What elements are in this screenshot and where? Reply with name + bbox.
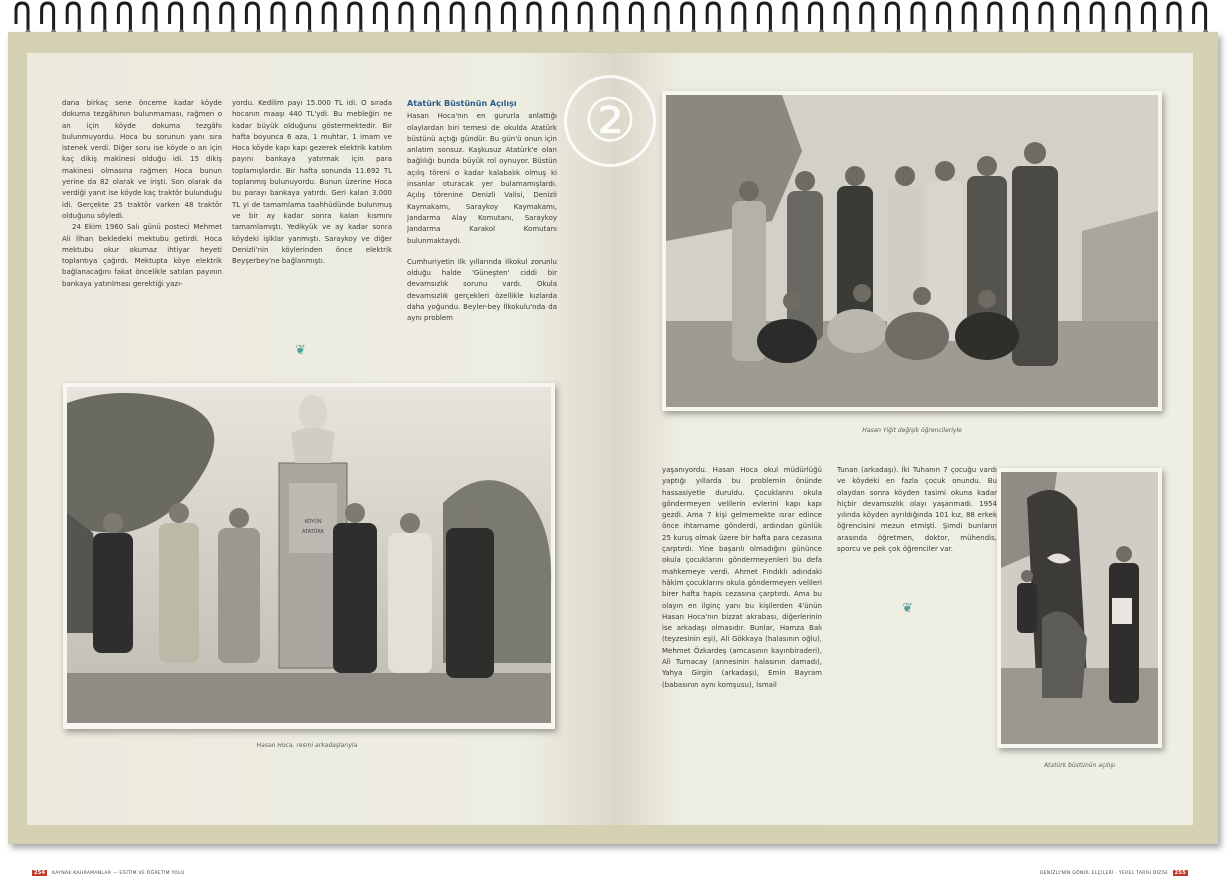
spiral-coil [1040,3,1052,30]
ornament-icon: ❦ [902,601,913,616]
spiral-coil [67,3,79,30]
spiral-coil [1168,3,1180,30]
spiral-coil [272,3,284,30]
photo-students-group [662,91,1162,411]
spiral-coil [989,3,1001,30]
spiral-coil [298,3,310,30]
spiral-coil [1117,3,1129,30]
spiral-coil [426,3,438,30]
spiral-coil [144,3,156,30]
left-text-column-1 [62,98,222,398]
spiral-coil [912,3,924,30]
spiral-coil [886,3,898,30]
spiral-coil [170,3,182,30]
spiral-coil [656,3,668,30]
photo-bust-unveiling [997,468,1162,748]
left-col3-paragraph: Hasan Hoca'nın en gururla anlattığı olaylardan biri temesi de okulda Atatürk büstünü açtığı gündür. Bu gün'ü onun için anlatım sonsuz. Kaşkusuz Atatürk'e olan bağlılığı bunda büyük rol oynuyor. Büstün açılış töreni o kadar kalabalık olmuş ki insanlar oturacak yer bulamamışlardı. Açılış törenine Denizli Valisi, Denizli Kaymakamı, Saraykoy Kaymakamı, Jandarma Alay Komutanı, Saraykoy Jandarma Karakol Komutanı bulunmaktaydı. [407,112,557,245]
spiral-coil [451,3,463,30]
left-footer [29,870,184,876]
left-footer-text: KAYNAK KAHRAMANLAR — EĞİTİM VE ÖĞRETİM YOLU [52,871,185,876]
spiral-coil [1194,3,1206,30]
section-heading: Atatürk Büstünün Açılışı [407,99,517,108]
spiral-coil [810,3,822,30]
spiral-coil [579,3,591,30]
left-text-column-3 [407,98,557,368]
spiral-coil [963,3,975,30]
spiral-coil [835,3,847,30]
spiral-coil [502,3,514,30]
ornament-icon: ❦ [295,343,306,358]
spiral-coil [758,3,770,30]
spiral-coil [42,3,54,30]
spiral-coil [630,3,642,30]
spiral-coil [1066,3,1078,30]
left-col1-paragraph: dana birkaç sene önceme kadar köyde dokuma tezgâhının bulunmaması, rağmen o an için köyde dokuma tezgâhı bulunmuyordu. Hoca bu sorunun yanı sıra istenek verdi. Diğer soru ise köyde o an için kaç dikiş makinesi olduğu idi. 15 dikiş makinesi olmasına rağmen Hoca bunun yerine da 82 olarak ve irişti. Son olarak da verdiği yanıt ise köyde kaç traktör bulunduğu idi. Gerçekte 25 traktör varken 48 traktör olduğunu söyledi. [62,99,222,220]
right-footer-text: DENİZLİ'NİN GÖNÜL ELÇİLERİ · YEREL TARİH DİZİSİ [1040,871,1168,876]
spiral-coil [1014,3,1026,30]
svg-text:ATATÜRK: ATATÜRK [301,529,325,535]
spiral-coil [682,3,694,30]
spiral-coil [400,3,412,30]
photo2-caption: Hasan Yiğit değişik öğrencileriyle [862,427,962,434]
right-text-column-1 [662,465,822,780]
spiral-coil [938,3,950,30]
spiral-coil [93,3,105,30]
right-page-number: 255 [1174,870,1186,876]
right-footer [1040,870,1191,876]
spiral-coil [1142,3,1154,30]
spiral-coil [16,3,28,30]
left-col2-paragraph: yordu. Kedilim payı 15.000 TL idi. O sırada hocanın maaşı 440 TL'ydi. Bu mebleğin ne kadar büyük olduğunu göstermektedir. Bir hafta boyunca 6 aza, 1 muhtar, 1 imam ve Hoca köyde kapı kapı gezerek elektrik katılım payını bankaya yatırmak için para toplamışlardır. Bir hafta sonunda 11.692 TL toplanmış bulunuyordu. Bunun üzerine Hoca bu parayı bankaya yatırdı. Geri kalan 3.000 TL yi de tamamlama taahhüdünde bulunmuş ve bir ay kadar sonra kalan kısmını tamamlamıştı. Yedikyük ve ay kadar sonra köydeki işiklar yanmıştı. Saraykoy ve diğer Denizli'nin köylerinden önce elektrik Beyşerbey'ne bağlanmıştı. [232,99,392,266]
left-col1-paragraph-2: 24 Ekim 1960 Salı günü posteci Mehmet Ali İlhan bekledeki mektubu getirdi. Hoca mektubu okur okumaz ihtiyar heyeti toplantıya çağırdı. Mektupta köye elektrik bağlanacağını fakat öncelikle satılan payının bankaya yatırılması gerektiği yazı- [62,223,222,288]
spiral-coil [477,3,489,30]
photo-bust-group [63,383,555,729]
spiral-coil [118,3,130,30]
spiral-coil [349,3,361,30]
spiral-coil [733,3,745,30]
spiral-coil [554,3,566,30]
spiral-coil [1091,3,1103,30]
right-col1-paragraph: yaşanıyordu. Hasan Hoca okul müdürlüğü yaptığı yıllarda bu problemin önünde hassasiyetle duruldu. Çocuklarını okula göndermeyen velilerin evlerini kapı kapı gezdi. Ama 7 kişi gelmemekte ısrar edince önce ihtarname gönderdi, ardından günlük 25 kuruş olmak üzere bir hafta para cezasına çarptırdı. Yine başarılı olmadığını gününce okula çocuklarını göndermeyenleri bu defa mahkemeye verdi. Ahmet Fındıklı adındaki hâkim çocuklarını okula göndermeyen velileri birer hafta hapis cezasına çarptırdı. Ama bu olayın en ilginç yanı bu kişilerden 4'ünün Hasan Hoca'nın bizzat akrabası, diğerlerinin ise arkadaşı olmasıdır. Bunlar, Hamza Balı (teyzesinin eşi), Ali Gökkaya (halasının oğlu), Mehmet Özkardeş (amcasının kayınbiraderi), Ali Turnacay (annesinin halasının damadı), Yahya Girgin (arkadaşı), Emin Bayram (babasının aynı komşusu), İsmail [662,466,822,689]
right-page [612,53,1193,876]
right-col2-paragraph: Tunan (arkadaşı). İki Tuhanın 7 çocuğu vardı ve köydeki en fazla çocuk onundu. Bu olaydan sonra köyden tasimi okuna kadar hiçbir devamsızlık olayı yaşanmadı. 1954 yılında köyden ayrıldığında 101 kız, 88 erkek öğrencisini mezun etmişti. Şimdi bunların arasında öğretmen, doktor, mühendis, sporcu ve pek çok öğrenciler var. [837,466,997,554]
spiral-coil [605,3,617,30]
photo3-caption: Atatürk büstünün açılışı [1043,762,1116,769]
left-col3-paragraph-2: Cumhuriyetin ilk yıllarında ilkokul zorunlu olduğu halde 'Güneşten' ciddi bir devamsızlık sorunu vardı. Okula devamsızlık gerçekleri özellikle kızlarda daha yoğundu. Beyler-bey İlkokulu'nda da aynı problem [407,257,557,323]
left-text-column-2 [232,98,392,358]
left-page [27,53,612,876]
spiral-coil [528,3,540,30]
spiral-coil [195,3,207,30]
left-page-number: 254 [34,870,46,876]
spiral-coil [374,3,386,30]
spiral-coil [861,3,873,30]
spiral-coil [323,3,335,30]
right-text-column-2 [837,465,997,595]
spiral-coil [246,3,258,30]
photo1-caption: Hasan Hoca, resmi arkadaşlarıyla [256,742,358,749]
spiral-coil [784,3,796,30]
svg-text:KÖYÜN: KÖYÜN [304,519,322,525]
spiral-coil [707,3,719,30]
spiral-coil [221,3,233,30]
section-number-badge: ② [564,75,656,167]
